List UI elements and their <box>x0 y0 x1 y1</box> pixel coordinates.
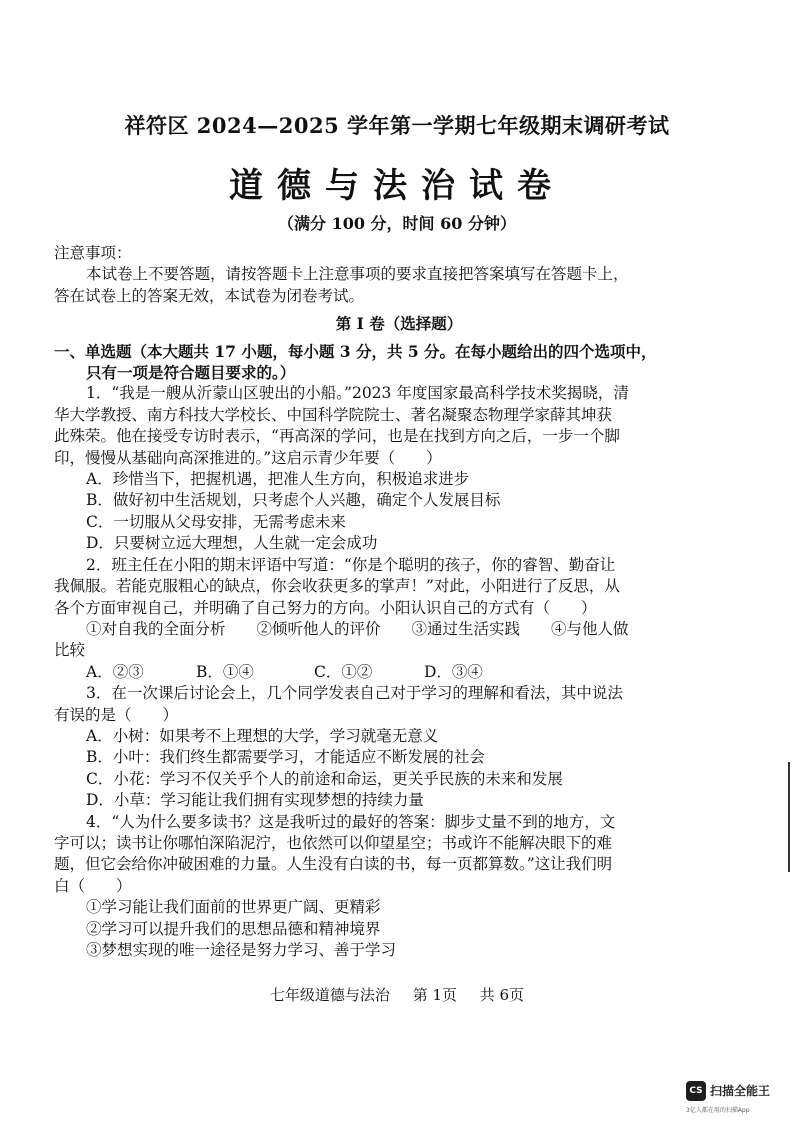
exam-body <box>54 243 744 961</box>
q3-stem: 有误的是（ ） <box>54 705 179 724</box>
q1-option-d: D．只要树立远大理想，人生就一定会成功 <box>86 534 378 553</box>
footer-page: 第 1页 <box>412 986 457 1004</box>
q4-statement: ①学习能让我们面前的世界更广阔、更精彩 <box>86 898 381 917</box>
volume-title: 第 I 卷（选择题） <box>335 314 463 334</box>
page-footer <box>0 984 794 1005</box>
q3-option-a: A．小树：如果考不上理想的大学，学习就毫无意义 <box>86 726 439 745</box>
scanner-logo-icon: CS <box>686 1081 706 1101</box>
q3-option-d: D．小草：学习能让我们拥有实现梦想的持续力量 <box>86 791 424 810</box>
q4-stem: 题，但它会给你冲破困难的力量。人生没有白读的书，每一页都算数。”这让我们明 <box>54 855 613 874</box>
notice-line: 本试卷上不要答题，请按答题卡上注意事项的要求直接把答案填写在答题卡上， <box>86 265 629 284</box>
q3-option-b: B．小叶：我们终生都需要学习，才能适应不断发展的社会 <box>86 748 485 767</box>
q1-option-c: C．一切服从父母安排，无需考虑未来 <box>86 512 346 531</box>
notice-line: 答在试卷上的答案无效，本试卷为闭卷考试。 <box>54 286 365 305</box>
q2-stem: 各个方面审视自己，并明确了自己努力的方向。小阳认识自己的方式有（ ） <box>54 598 597 617</box>
q2-option-b: B．①④ <box>196 662 254 681</box>
footer-subject: 七年级道德与法治 <box>269 986 390 1004</box>
q2-statements: ①对自我的全面分析 ②倾听他人的评价 ③通过生活实践 ④与他人做 <box>86 619 629 638</box>
q4-statement: ③梦想实现的唯一途径是努力学习、善于学习 <box>86 941 397 959</box>
q4-stem: 4．“人为什么要多读书？这是我听过的最好的答案：脚步丈量不到的地方，文 <box>86 812 616 831</box>
q4-statement: ②学习可以提升我们的思想品德和精神境界 <box>86 919 381 938</box>
exam-title: 祥符区 2024—2025 学年第一学期七年级期末调研考试 <box>124 113 670 138</box>
q2-option-d: D．③④ <box>424 662 483 681</box>
q2-option-a: A．②③ <box>86 662 144 681</box>
q1-stem: 印，慢慢从基础向高深推进的。”这启示青少年要（ ） <box>54 448 442 467</box>
scanner-brand: 扫描全能王 <box>710 1084 771 1098</box>
footer-total: 共 6页 <box>479 986 525 1004</box>
q2-statements-cont: 比较 <box>54 641 86 660</box>
notice-label: 注意事项： <box>54 244 132 262</box>
section-heading-cont: 只有一项是符合题目要求的。） <box>86 363 296 383</box>
scan-edge-mark <box>788 762 790 872</box>
score-info: （满分 100 分，时间 60 分钟） <box>278 214 516 233</box>
q2-option-c: C．①② <box>314 662 373 681</box>
q3-stem: 3．在一次课后讨论会上，几个同学发表自己对于学习的理解和看法，其中说法 <box>86 684 623 703</box>
q2-options <box>54 662 744 683</box>
q1-option-a: A．珍惜当下，把握机遇，把准人生方向，积极追求进步 <box>86 470 470 489</box>
q3-option-c: C．小花：学习不仅关乎个人的前途和命运，更关乎民族的未来和发展 <box>86 769 563 788</box>
q1-stem: 1．“我是一艘从沂蒙山区驶出的小船。”2023 年度国家最高科学技术奖揭晓，清 <box>86 384 629 403</box>
q1-stem: 华大学教授、南方科技大学校长、中国科学院院士、著名凝聚态物理学家薛其坤获 <box>54 405 613 424</box>
q1-stem: 此殊荣。他在接受专访时表示，“再高深的学问，也是在找到方向之后，一步一个脚 <box>54 427 620 446</box>
scanner-watermark <box>686 1081 790 1119</box>
q4-stem: 白（ ） <box>54 876 132 895</box>
section-heading: 一、单选题（本大题共 17 小题，每小题 3 分，共 5 分。在每小题给出的四个选项中， <box>54 341 657 361</box>
q1-option-b: B．做好初中生活规划，只考虑个人兴趣，确定个人发展目标 <box>86 491 501 510</box>
subject-title: 道德与法治试卷 <box>229 166 565 206</box>
q2-stem: 我佩服。若能克服粗心的缺点，你会收获更多的掌声！”对此，小阳进行了反思，从 <box>54 577 620 596</box>
q4-stem: 字可以；读书让你哪怕深陷泥泞，也依然可以仰望星空；书或许不能解决眼下的难 <box>54 833 613 852</box>
q2-stem: 2．班主任在小阳的期末评语中写道：“你是个聪明的孩子，你的睿智、勤奋让 <box>86 555 616 574</box>
scanner-tagline: 3亿人都在用的扫描App <box>686 1107 750 1114</box>
